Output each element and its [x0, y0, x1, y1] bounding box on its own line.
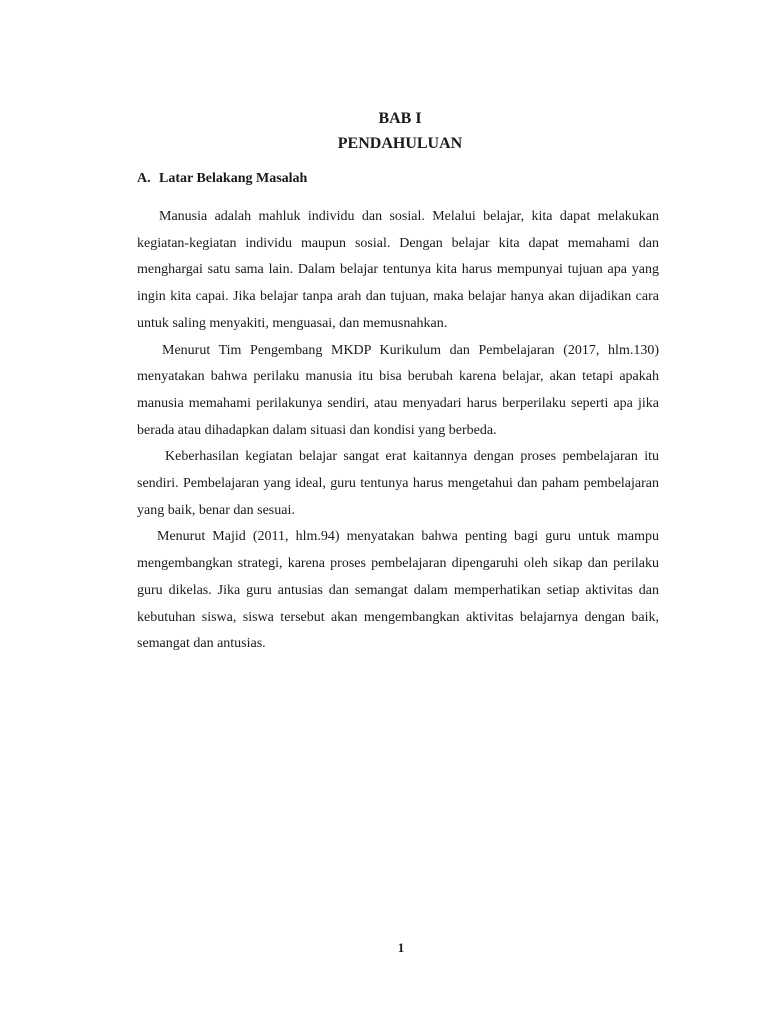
body-text: [137, 204, 659, 658]
section-heading: [137, 168, 307, 190]
section-title: Latar Belakang Masalah: [159, 171, 308, 186]
paragraph: Menurut Majid (2011, hlm.94) menyatakan bahwa penting bagi guru untuk mampu mengembangkan strategi, karena proses pembelajaran dipengaruhi oleh sikap dan perilaku guru dikelas. Jika guru antusias dan semangat dalam memperhatikan setiap aktivitas dan kebutuhan siswa, siswa tersebut akan mengembangkan aktivitas belajarnya dengan baik, semangat dan antusias.: [137, 529, 659, 652]
chapter-title: PENDAHULUAN: [337, 135, 463, 152]
paragraph: Menurut Tim Pengembang MKDP Kurikulum dan Pembelajaran (2017, hlm.130) menyatakan bahwa perilaku manusia itu bisa berubah karena belajar, akan tetapi apakah manusia memahami perilakunya sendiri, atau menyadari harus berperilaku seperti apa jika berada atau dihadapkan dalam situasi dan kondisi yang berbeda.: [137, 342, 659, 438]
paragraph: Manusia adalah mahluk individu dan sosial. Melalui belajar, kita dapat melakukan kegiatan-kegiatan individu maupun sosial. Dengan belajar kita dapat memahami dan menghargai satu sama lain. Dalam belajar tentunya kita harus mempunyai tujuan apa yang ingin kita capai. Jika belajar tanpa arah dan tujuan, maka belajar hanya akan dijadikan cara untuk saling menyakiti, menguasai, dan memusnahkan.: [137, 209, 659, 331]
section-marker: A.: [137, 171, 151, 186]
page-number: 1: [397, 940, 405, 955]
chapter-number: BAB I: [378, 110, 422, 127]
paragraph: Keberhasilan kegiatan belajar sangat erat kaitannya dengan proses pembelajaran itu sendiri. Pembelajaran yang ideal, guru tentunya harus mengetahui dan paham pembelajaran yang baik, benar dan sesuai.: [137, 449, 659, 518]
